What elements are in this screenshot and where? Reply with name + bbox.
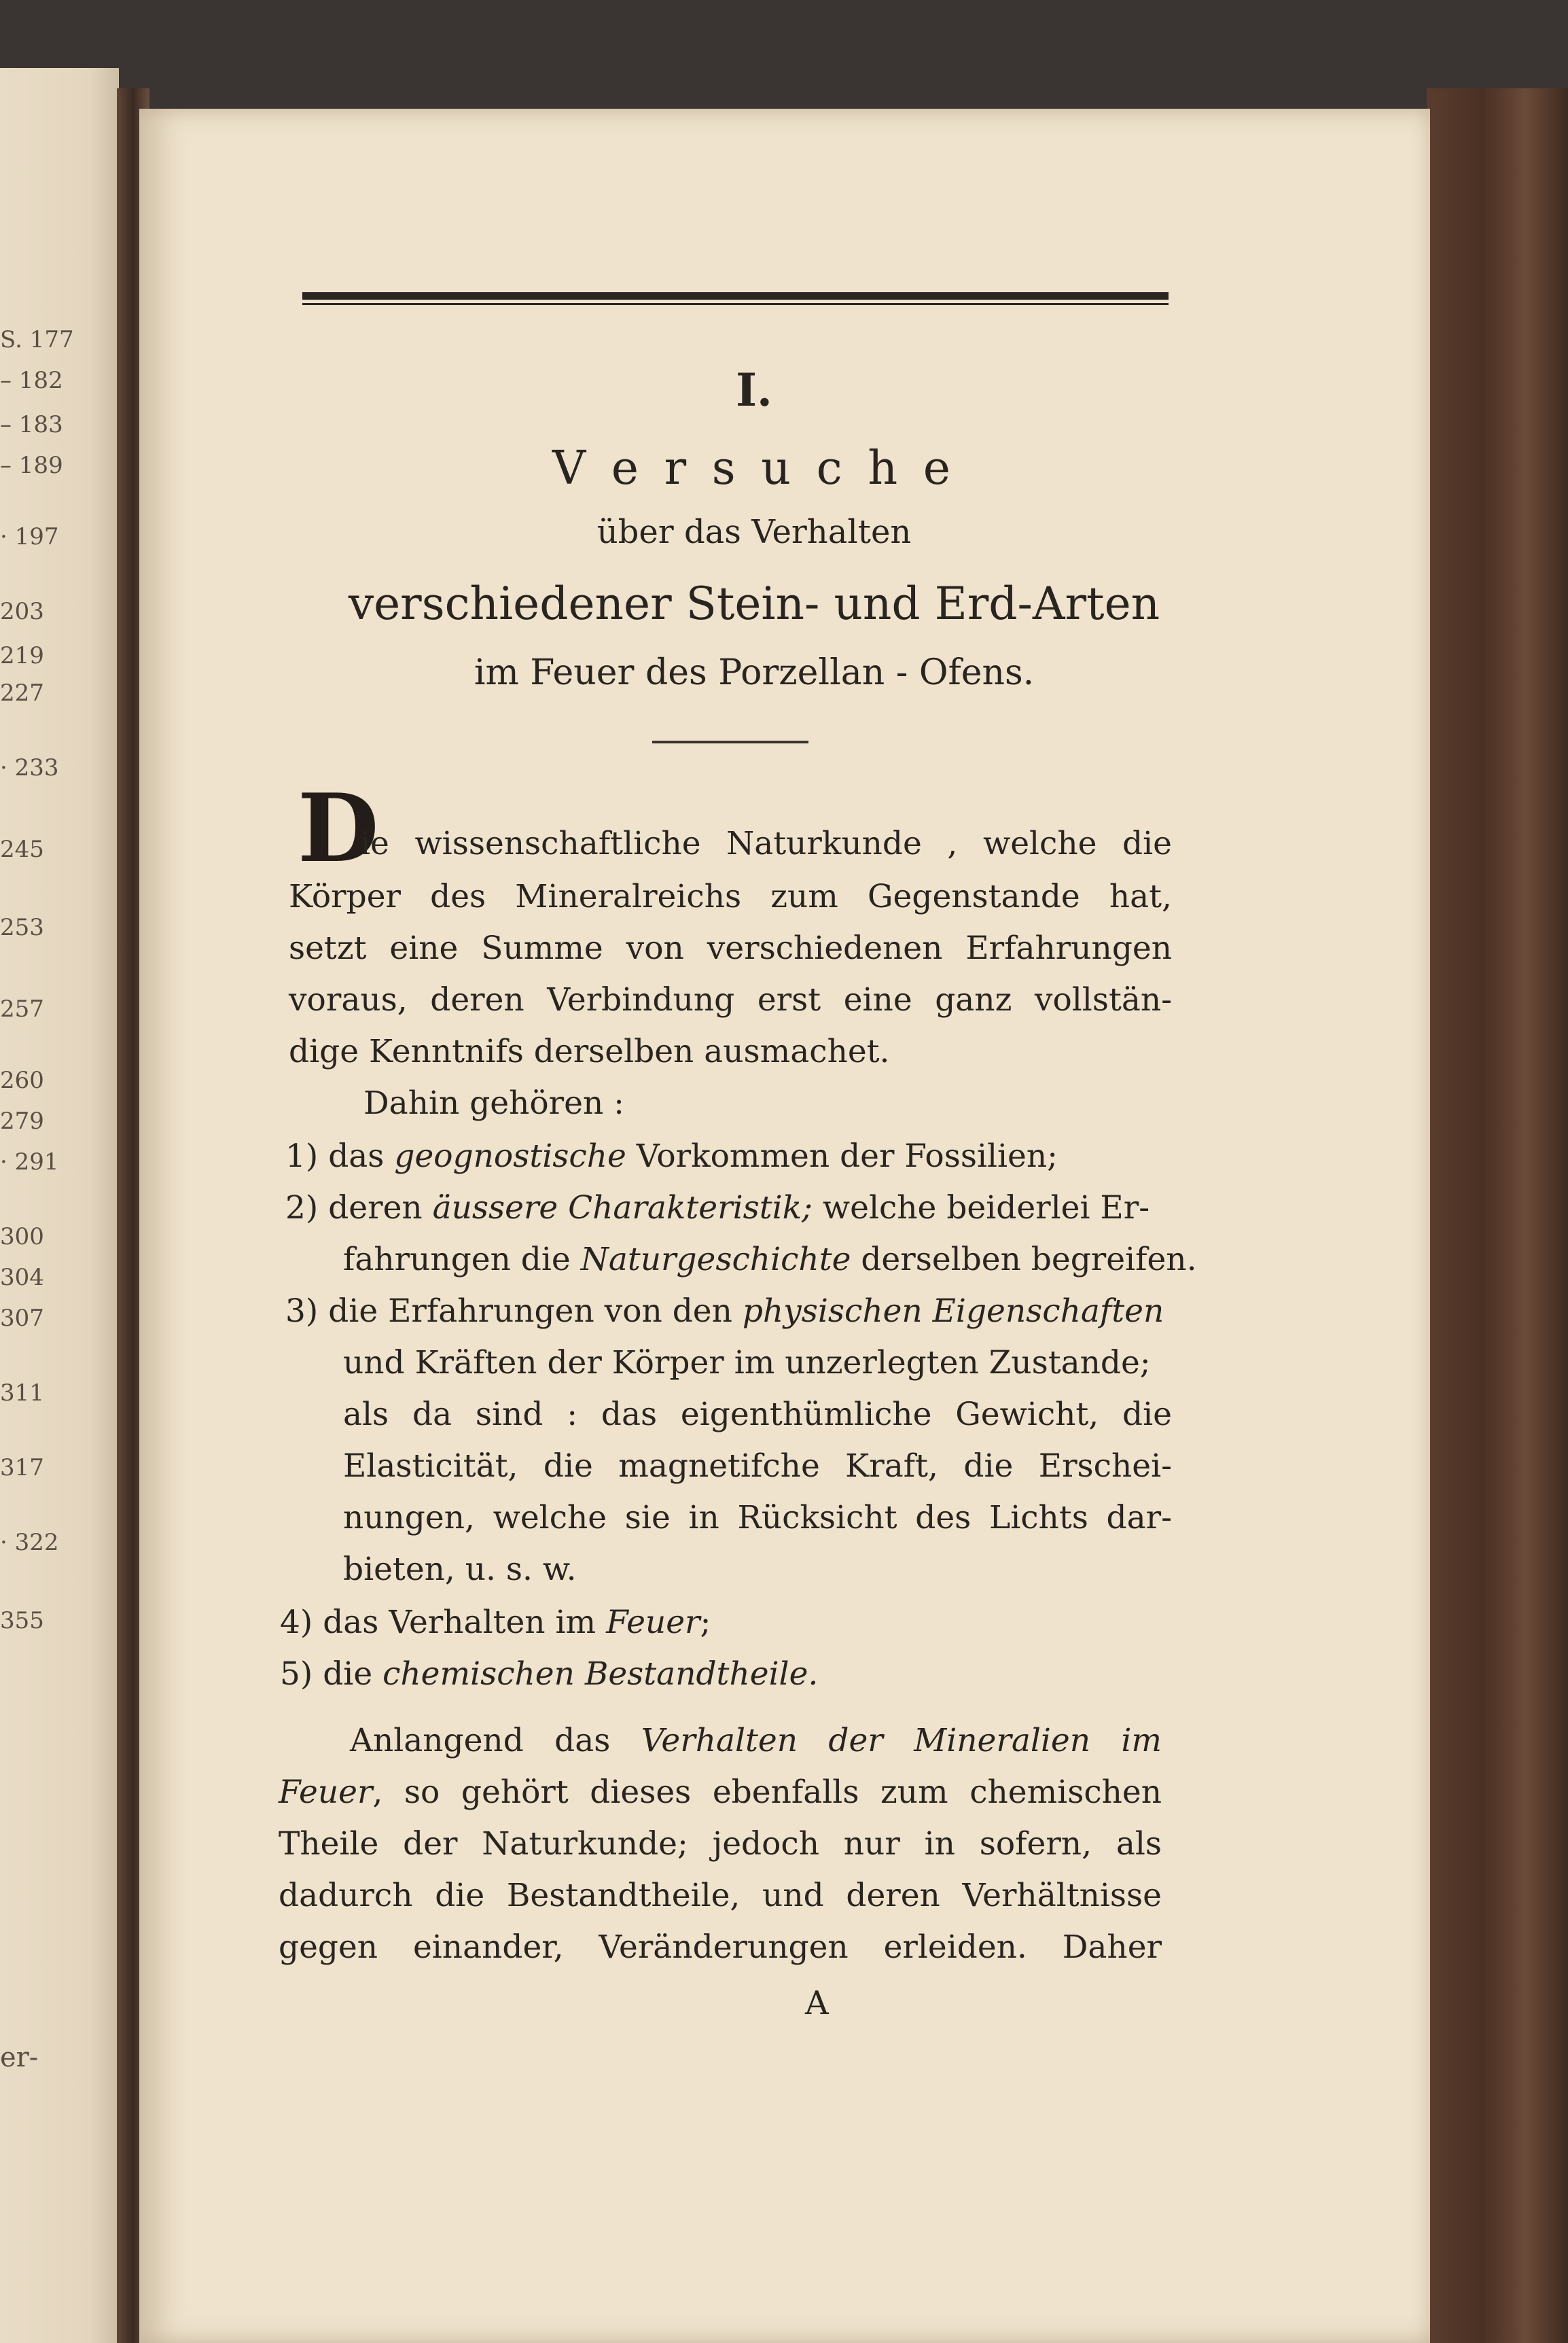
page-ref: 219 [0,642,44,669]
body-line: gegen einander, Veränderungen erleiden. Daher [279,1928,1162,1966]
title: V e r s u c h e [552,442,956,495]
page-ref: 355 [0,1607,44,1634]
page-ref: 304 [0,1264,44,1291]
list-item: als da sind : das eigenthümliche Gewicht, die [343,1396,1172,1433]
section-rule [652,741,808,743]
page-ref: 300 [0,1223,44,1250]
body-line: dadurch die Bestandtheile, und deren Verhältnisse [279,1877,1162,1914]
list-item: 1) das geognostische Vorkommen der Fossilien; [285,1138,1058,1175]
list-item: 5) die chemischen Bestandtheile. [280,1655,819,1693]
body-line: dige Kenntnifs derselben ausmachet. [289,1033,890,1070]
list-item: 4) das Verhalten im Feuer; [280,1604,711,1641]
list-item: nungen, welche sie in Rücksicht des Lichts dar- [343,1499,1172,1536]
signature-mark: A [805,1984,829,2022]
body-line: Körper des Mineralreichs zum Gegenstande hat, [289,878,1172,915]
body-line: Feuer, so gehört dieses ebenfalls zum chemischen [279,1774,1162,1811]
subtitle-line-1: über das Verhalten [596,513,912,551]
body-line: setzt eine Summe von verschiedenen Erfahrungen [289,930,1172,967]
body-line: Theile der Naturkunde; jedoch nur in sofern, als [279,1825,1162,1863]
drop-cap: D [298,773,379,883]
page-ref: · 322 [0,1529,59,1556]
page-ref: · 197 [0,523,59,550]
page-ref: 257 [0,996,44,1023]
body-line: Anlangend das Verhalten der Mineralien im [350,1722,1162,1759]
list-item: fahrungen die Naturgeschichte derselben begreifen. [343,1241,1197,1278]
list-item: 2) deren äussere Charakteristik; welche beiderlei Er- [285,1189,1150,1227]
catchword: er- [0,2042,39,2073]
page-ref: 307 [0,1305,44,1332]
page-ref: – 189 [0,452,63,479]
page-ref: 317 [0,1454,44,1481]
list-item: Elasticität, die magnetifche Kraft, die Erschei- [343,1447,1172,1485]
page-ref: S. 177 [0,326,74,353]
page-ref: 311 [0,1379,44,1407]
page-ref: · 233 [0,754,59,781]
page-ref: – 183 [0,411,63,438]
subtitle-line-3: im Feuer des Porzellan - Ofens. [474,652,1035,693]
left-page [0,68,119,2343]
page-ref: 203 [0,598,44,625]
page-ref: · 291 [0,1148,59,1176]
body-line: voraus, deren Verbindung erst eine ganz vollstän- [289,981,1172,1019]
header-rule-thin [302,303,1169,305]
body-line: ie wissenschaftliche Naturkunde , welche die [360,825,1172,862]
page-ref: 245 [0,836,44,863]
book-cover [1427,88,1568,2343]
page-ref: 253 [0,914,44,941]
chapter-number: I. [736,364,772,417]
list-item: 3) die Erfahrungen von den physischen Eigenschaften [285,1292,1164,1330]
page-ref: 260 [0,1067,44,1094]
subtitle-line-2: verschiedener Stein- und Erd-Arten [348,578,1160,630]
list-item: bieten, u. s. w. [343,1551,577,1588]
list-item: und Kräften der Körper im unzerlegten Zustande; [343,1344,1151,1381]
header-rule [302,292,1169,300]
page-ref: 227 [0,680,44,707]
body-line: Dahin gehören : [363,1085,625,1122]
page-ref: – 182 [0,367,63,394]
page-ref: 279 [0,1108,44,1135]
